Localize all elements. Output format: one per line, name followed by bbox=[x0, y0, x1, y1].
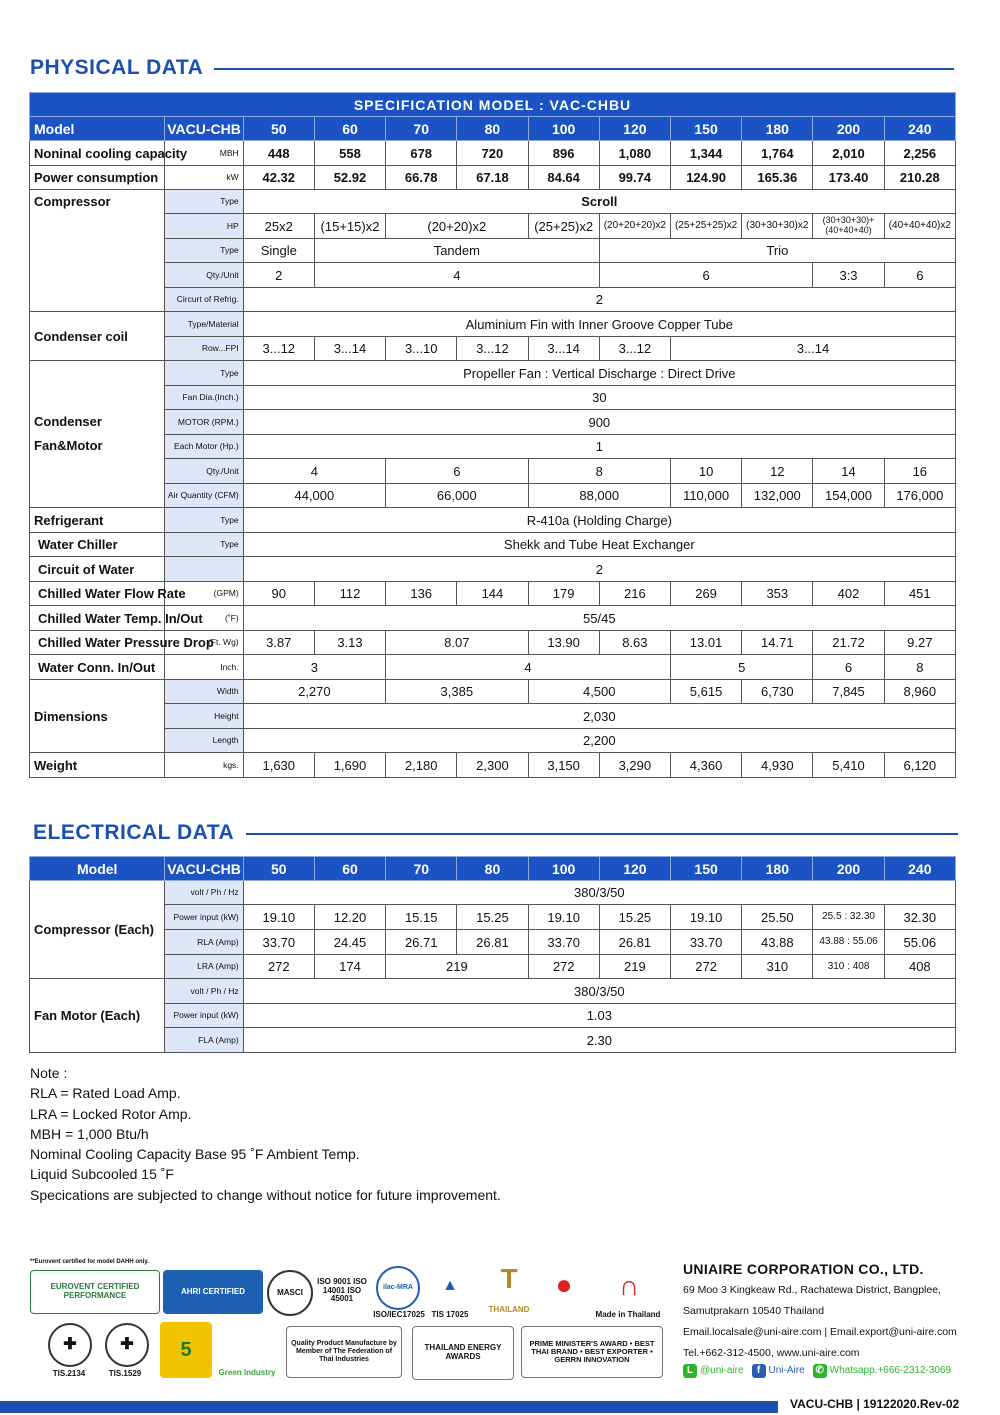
elec-rla-sub: RLA (Amp) bbox=[165, 930, 243, 955]
model-col: 80 bbox=[457, 857, 528, 881]
social-links bbox=[683, 1364, 951, 1378]
cell: 15.25 bbox=[457, 905, 528, 930]
pressure-drop-label: Chilled Water Pressure Drop bbox=[30, 631, 165, 655]
cell: 5,615 bbox=[670, 680, 741, 704]
fan-type-sub: Type bbox=[165, 361, 243, 386]
water-chiller-label: Water Chiller bbox=[30, 533, 165, 557]
cell: 448 bbox=[243, 141, 314, 166]
cell: 12.20 bbox=[314, 905, 385, 930]
cell: 52.92 bbox=[314, 166, 385, 190]
note-line: LRA = Locked Rotor Amp. bbox=[30, 1105, 192, 1122]
cell: 33.70 bbox=[671, 930, 742, 955]
cell: 2.30 bbox=[243, 1028, 955, 1053]
cell: 380/3/50 bbox=[243, 979, 955, 1004]
cell: (30+30+30)+(40+40+40) bbox=[813, 214, 884, 239]
made-in-thailand-caption: Made in Thailand bbox=[595, 1310, 661, 1319]
cell: 32.30 bbox=[884, 905, 955, 930]
cell: 272 bbox=[243, 955, 314, 979]
cell: 1 bbox=[243, 435, 955, 459]
cell: 3...12 bbox=[599, 337, 670, 361]
cell: 269 bbox=[670, 582, 741, 606]
cell: 5,410 bbox=[813, 753, 884, 778]
cell: (40+40+40)x2 bbox=[884, 214, 955, 239]
cell: 66.78 bbox=[386, 166, 457, 190]
cell: 55/45 bbox=[243, 606, 955, 631]
fan-motor-sub: MOTOR (RPM.) bbox=[165, 410, 243, 435]
cell: 2,300 bbox=[457, 753, 528, 778]
cell: 3.13 bbox=[314, 631, 385, 655]
condenser-coil-label: Condenser coil bbox=[30, 312, 165, 361]
cell: (15+15)x2 bbox=[314, 214, 385, 239]
cell: 25.50 bbox=[742, 905, 813, 930]
energy-label-5-logo: 5 bbox=[160, 1322, 212, 1378]
compressor-label: Compressor bbox=[30, 190, 165, 312]
cell: 124.90 bbox=[670, 166, 741, 190]
fti-quality-logo: Quality Product Manufacture by Member of The Federation of Thai Industries bbox=[286, 1326, 402, 1378]
circuit-water-sub bbox=[165, 557, 243, 582]
thailand-energy-awards-logo: THAILAND ENERGY AWARDS bbox=[412, 1326, 514, 1380]
model-header: Model bbox=[30, 117, 165, 141]
cell: 19.10 bbox=[243, 905, 314, 930]
note-line: RLA = Rated Load Amp. bbox=[30, 1085, 181, 1102]
model-header: Model bbox=[30, 857, 165, 881]
spec-model-banner: SPECIFICATION MODEL : VAC-CHBU bbox=[30, 93, 956, 117]
cell: 216 bbox=[599, 582, 670, 606]
cell: 6 bbox=[813, 655, 884, 680]
company-info bbox=[683, 1261, 957, 1364]
cell: 25.5 : 32.30 bbox=[813, 905, 884, 930]
cell: 16 bbox=[884, 459, 955, 484]
cell: 13.01 bbox=[670, 631, 741, 655]
electrical-title-rule bbox=[246, 833, 958, 835]
cell: 5 bbox=[670, 655, 812, 680]
cell: 165.36 bbox=[742, 166, 813, 190]
model-col: 70 bbox=[386, 857, 457, 881]
note-line: Nominal Cooling Capacity Base 95 ˚F Ambient Temp. bbox=[30, 1146, 360, 1163]
physical-spec-table bbox=[29, 92, 956, 778]
weight-label: Weight bbox=[30, 753, 165, 778]
cell: Tandem bbox=[314, 239, 599, 263]
cell: 1,344 bbox=[670, 141, 741, 166]
cell: 2,256 bbox=[884, 141, 955, 166]
cell: 179 bbox=[528, 582, 599, 606]
power-consumption-row bbox=[30, 166, 956, 190]
fan-fla-sub: FLA (Amp) bbox=[165, 1028, 243, 1053]
cell: 8.63 bbox=[599, 631, 670, 655]
power-label: Power consumption bbox=[30, 166, 165, 190]
series-header: VACU-CHB bbox=[165, 857, 243, 881]
cell: 15.25 bbox=[599, 905, 670, 930]
iso17025-caption: ISO/IEC17025 bbox=[373, 1310, 425, 1319]
cell: 144 bbox=[457, 582, 528, 606]
model-col: 60 bbox=[314, 857, 385, 881]
cell: 1,630 bbox=[243, 753, 314, 778]
cell: 3,385 bbox=[386, 680, 528, 704]
tis1529-caption: TIS.1529 bbox=[108, 1369, 142, 1378]
cell: 3...14 bbox=[670, 337, 955, 361]
cell: 3...12 bbox=[243, 337, 314, 361]
compressor-hp-sub: HP bbox=[165, 214, 243, 239]
tis17025-caption: TIS 17025 bbox=[431, 1310, 469, 1319]
cell: 900 bbox=[243, 410, 955, 435]
electrical-spec-table bbox=[29, 856, 956, 1053]
masci-logo: MASCI bbox=[267, 1270, 313, 1316]
cell: 310 bbox=[742, 955, 813, 979]
cell: 8.07 bbox=[386, 631, 528, 655]
cell: 1,764 bbox=[742, 141, 813, 166]
cell: 43.88 : 55.06 bbox=[813, 930, 884, 955]
width-sub: Width bbox=[165, 680, 243, 704]
cell: 3...14 bbox=[314, 337, 385, 361]
elec-vph-sub: volt / Ph / Hz bbox=[165, 881, 243, 905]
cell: 8,960 bbox=[884, 680, 955, 704]
compressor-type-value: Scroll bbox=[243, 190, 955, 214]
cell: 30 bbox=[243, 386, 955, 410]
thailand-trusted-logo: T bbox=[500, 1263, 518, 1294]
tis17025-logo: ▲ bbox=[442, 1277, 458, 1295]
fan-vph-sub: volt / Ph / Hz bbox=[165, 979, 243, 1004]
compressor-arr-sub: Type bbox=[165, 239, 243, 263]
model-col: 100 bbox=[528, 117, 599, 141]
cell: 66,000 bbox=[386, 484, 528, 508]
cell: 26.81 bbox=[457, 930, 528, 955]
physical-title-rule bbox=[214, 68, 954, 70]
facebook-icon: f bbox=[752, 1364, 766, 1378]
cell: 2,010 bbox=[813, 141, 884, 166]
cell: R-410a (Holding Charge) bbox=[243, 508, 955, 533]
cooling-unit: MBH bbox=[165, 141, 243, 166]
cell: 2,030 bbox=[243, 704, 955, 729]
company-address-2: Samutprakarn 10540 Thailand bbox=[683, 1305, 825, 1317]
refrigerant-sub: Type bbox=[165, 508, 243, 533]
cell: 1.03 bbox=[243, 1004, 955, 1028]
cell: 210.28 bbox=[884, 166, 955, 190]
made-in-thailand-logo: ∩ bbox=[618, 1269, 640, 1301]
cell: 6 bbox=[386, 459, 528, 484]
cell: 84.64 bbox=[528, 166, 599, 190]
tis2134-logo: ✚ bbox=[48, 1323, 92, 1367]
fan-dia-sub: Fan Dia.(Inch.) bbox=[165, 386, 243, 410]
cell: 43.88 bbox=[742, 930, 813, 955]
ilac-logo: ilac-MRA bbox=[376, 1266, 420, 1310]
model-col: 240 bbox=[884, 117, 955, 141]
cell: 67.18 bbox=[457, 166, 528, 190]
cell: 310 : 408 bbox=[813, 955, 884, 979]
cell: 176,000 bbox=[884, 484, 955, 508]
cell: 219 bbox=[599, 955, 670, 979]
model-col: 240 bbox=[884, 857, 955, 881]
cell: 88,000 bbox=[528, 484, 670, 508]
model-col: 100 bbox=[528, 857, 599, 881]
cell: 720 bbox=[457, 141, 528, 166]
power-unit: kW bbox=[165, 166, 243, 190]
cell: 272 bbox=[671, 955, 742, 979]
cell: 10 bbox=[670, 459, 741, 484]
note-line: Liquid Subcooled 15 ˚F bbox=[30, 1166, 174, 1183]
model-col: 70 bbox=[386, 117, 457, 141]
elec-pin-sub: Power input (kW) bbox=[165, 905, 243, 930]
model-col: 180 bbox=[742, 117, 813, 141]
cooling-capacity-row bbox=[30, 141, 956, 166]
model-col: 200 bbox=[813, 117, 884, 141]
document-reference: VACU-CHB | 19122020.Rev-02 bbox=[790, 1397, 960, 1411]
line-handle: @uni-aire bbox=[700, 1365, 744, 1376]
cell: 6,120 bbox=[884, 753, 955, 778]
cell: 42.32 bbox=[243, 166, 314, 190]
cell: 4 bbox=[243, 459, 385, 484]
cell: (25+25+25)x2 bbox=[670, 214, 741, 239]
coil-type-sub: Type/Material bbox=[165, 312, 243, 337]
cell: 2 bbox=[243, 557, 955, 582]
series-header: VACU-CHB bbox=[165, 117, 243, 141]
condenser-fan-label bbox=[30, 361, 165, 508]
height-sub: Height bbox=[165, 704, 243, 729]
cell: 272 bbox=[528, 955, 599, 979]
cell: Shekk and Tube Heat Exchanger bbox=[243, 533, 955, 557]
model-col: 50 bbox=[243, 117, 314, 141]
coil-row-sub: Row...FPI bbox=[165, 337, 243, 361]
note-line: Specications are subjected to change without notice for future improvement. bbox=[30, 1186, 501, 1203]
refrigerant-label: Refrigerant bbox=[30, 508, 165, 533]
flow-unit: (GPM) bbox=[165, 582, 243, 606]
model-col: 50 bbox=[243, 857, 314, 881]
tis1529-logo: ✚ bbox=[105, 1323, 149, 1367]
cell: 13.90 bbox=[528, 631, 599, 655]
cell: 380/3/50 bbox=[243, 881, 955, 905]
notes-block bbox=[30, 1063, 501, 1205]
iso-logo: ISO 9001 ISO 14001 ISO 45001 bbox=[317, 1276, 367, 1304]
cell: 8 bbox=[528, 459, 670, 484]
cell: 2 bbox=[243, 263, 314, 288]
elec-compressor-label: Compressor (Each) bbox=[30, 881, 165, 979]
cell: 678 bbox=[386, 141, 457, 166]
fan-each-sub: Each Motor (Hp.) bbox=[165, 435, 243, 459]
weight-unit: kgs. bbox=[165, 753, 243, 778]
cell: 3:3 bbox=[813, 263, 884, 288]
cell: 3.87 bbox=[243, 631, 314, 655]
cell: 4 bbox=[314, 263, 599, 288]
eurovent-note: **Eurovent certified for model DAHH only. bbox=[30, 1259, 149, 1265]
cell: 8 bbox=[884, 655, 955, 680]
eurovent-logo: EUROVENT CERTIFIED PERFORMANCE bbox=[30, 1270, 160, 1314]
whatsapp-number: Whatsapp.+666-2312-3069 bbox=[829, 1365, 952, 1376]
water-conn-unit: Inch. bbox=[165, 655, 243, 680]
flow-label: Chilled Water Flow Rate bbox=[30, 582, 165, 606]
tis2134-caption: TIS.2134 bbox=[52, 1369, 86, 1378]
cell: 25x2 bbox=[243, 214, 314, 239]
note-line: MBH = 1,000 Btu/h bbox=[30, 1125, 149, 1142]
temp-unit: (˚F) bbox=[165, 606, 243, 631]
cell: 14.71 bbox=[742, 631, 813, 655]
cell: 3...12 bbox=[457, 337, 528, 361]
elec-lra-sub: LRA (Amp) bbox=[165, 955, 243, 979]
cell: 9.27 bbox=[884, 631, 955, 655]
whatsapp-link[interactable] bbox=[813, 1364, 951, 1378]
company-tel[interactable]: Tel.+662-312-4500, www.uni-aire.com bbox=[683, 1347, 860, 1359]
cell: 7,845 bbox=[813, 680, 884, 704]
facebook-link[interactable] bbox=[752, 1364, 805, 1378]
physical-data-title: PHYSICAL DATA bbox=[30, 56, 204, 79]
condenser-fan-label-line2: Fan&Motor bbox=[34, 438, 103, 453]
model-col: 80 bbox=[457, 117, 528, 141]
cell: 19.10 bbox=[671, 905, 742, 930]
cell: 219 bbox=[386, 955, 528, 979]
cell: 4,500 bbox=[528, 680, 670, 704]
cell: 3...14 bbox=[528, 337, 599, 361]
cell: 896 bbox=[528, 141, 599, 166]
cell: 402 bbox=[813, 582, 884, 606]
cell: 3...10 bbox=[386, 337, 457, 361]
cell: (30+30+30)x2 bbox=[742, 214, 813, 239]
fan-air-sub: Air Quantity (CFM) bbox=[165, 484, 243, 508]
cell: 2,200 bbox=[243, 729, 955, 753]
cell: 4,360 bbox=[670, 753, 741, 778]
line-icon: L bbox=[683, 1364, 697, 1378]
cell: 4,930 bbox=[742, 753, 813, 778]
length-sub: Length bbox=[165, 729, 243, 753]
thailand-caption: THAILAND bbox=[488, 1305, 530, 1314]
cell: 1,080 bbox=[599, 141, 670, 166]
circuit-water-label: Circuit of Water bbox=[30, 557, 165, 582]
cell: 24.45 bbox=[314, 930, 385, 955]
temp-label: Chilled Water Temp. In/Out bbox=[30, 606, 165, 631]
cell: 12 bbox=[742, 459, 813, 484]
cell: 3,150 bbox=[528, 753, 599, 778]
cell: 112 bbox=[314, 582, 385, 606]
cell: 3,290 bbox=[599, 753, 670, 778]
bottom-accent-bar bbox=[0, 1401, 778, 1413]
model-col: 180 bbox=[742, 857, 813, 881]
electrical-data-title: ELECTRICAL DATA bbox=[33, 821, 235, 844]
cell: 44,000 bbox=[243, 484, 385, 508]
model-col: 200 bbox=[813, 857, 884, 881]
ahri-logo: AHRI CERTIFIED bbox=[163, 1270, 263, 1314]
cell: 4 bbox=[386, 655, 671, 680]
cell: 110,000 bbox=[670, 484, 741, 508]
company-address-1: 69 Moo 3 Kingkeaw Rd., Rachatewa District, Bangplee, bbox=[683, 1284, 941, 1296]
compressor-type-sub: Type bbox=[165, 190, 243, 214]
cell: 173.40 bbox=[813, 166, 884, 190]
cell: Trio bbox=[599, 239, 955, 263]
cell: 408 bbox=[884, 955, 955, 979]
cell: 136 bbox=[386, 582, 457, 606]
cell: 14 bbox=[813, 459, 884, 484]
cooling-label: Noninal cooling capacity bbox=[30, 141, 165, 166]
cell: Aluminium Fin with Inner Groove Copper Tube bbox=[243, 312, 955, 337]
cell: 6,730 bbox=[742, 680, 813, 704]
dimensions-label: Dimensions bbox=[30, 680, 165, 753]
cell: Single bbox=[243, 239, 314, 263]
facebook-handle: Uni-Aire bbox=[768, 1365, 805, 1376]
cell: 15.15 bbox=[386, 905, 457, 930]
whatsapp-icon: ✆ bbox=[813, 1364, 827, 1378]
note-line: Note : bbox=[30, 1065, 68, 1081]
model-col: 60 bbox=[314, 117, 385, 141]
cell: 99.74 bbox=[599, 166, 670, 190]
cell: 2 bbox=[243, 288, 955, 312]
fan-motor-label: Fan Motor (Each) bbox=[30, 979, 165, 1053]
cell: (25+25)x2 bbox=[528, 214, 599, 239]
line-link[interactable] bbox=[683, 1364, 744, 1378]
cell: (20+20)x2 bbox=[386, 214, 528, 239]
cell: 132,000 bbox=[742, 484, 813, 508]
cell: 90 bbox=[243, 582, 314, 606]
cell: 26.81 bbox=[599, 930, 670, 955]
cell: 2,270 bbox=[243, 680, 385, 704]
compressor-qty-sub: Qty./Unit bbox=[165, 263, 243, 288]
cell: 6 bbox=[599, 263, 813, 288]
cell: 33.70 bbox=[243, 930, 314, 955]
cell: 558 bbox=[314, 141, 385, 166]
condenser-fan-label-line1: Condenser bbox=[34, 414, 102, 429]
company-email[interactable]: Email.localsale@uni-aire.com | Email.export@uni-aire.com bbox=[683, 1326, 957, 1338]
cell: 55.06 bbox=[884, 930, 955, 955]
cell: (20+20+20)x2 bbox=[599, 214, 670, 239]
cell: 3 bbox=[243, 655, 385, 680]
cell: 2,180 bbox=[386, 753, 457, 778]
pressure-drop-unit: (Ft. Wg) bbox=[165, 631, 243, 655]
company-name: UNIAIRE CORPORATION CO., LTD. bbox=[683, 1261, 924, 1277]
cell: 26.71 bbox=[386, 930, 457, 955]
water-chiller-sub: Type bbox=[165, 533, 243, 557]
model-col: 120 bbox=[599, 857, 670, 881]
compressor-circuit-sub: Circurt of Refrig. bbox=[165, 288, 243, 312]
prime-minister-award-logo: PRIME MINISTER'S AWARD • BEST THAI BRAND • BEST EXPORTER • GERRN INNOVATION bbox=[521, 1326, 663, 1378]
cell: 6 bbox=[884, 263, 955, 288]
cell: 21.72 bbox=[813, 631, 884, 655]
thai-brand-logo: ● bbox=[555, 1268, 573, 1300]
model-col: 120 bbox=[599, 117, 670, 141]
cell: 451 bbox=[884, 582, 955, 606]
cell: 154,000 bbox=[813, 484, 884, 508]
cell: 1,690 bbox=[314, 753, 385, 778]
cell: Propeller Fan : Vertical Discharge : Direct Drive bbox=[243, 361, 955, 386]
water-conn-label: Water Conn. In/Out bbox=[30, 655, 165, 680]
cell: 353 bbox=[742, 582, 813, 606]
fan-pin-sub: Power input (kW) bbox=[165, 1004, 243, 1028]
model-col: 150 bbox=[671, 857, 742, 881]
cell: 174 bbox=[314, 955, 385, 979]
green-industry-logo: Green Industry bbox=[218, 1368, 276, 1378]
cell: 33.70 bbox=[528, 930, 599, 955]
cell: 19.10 bbox=[528, 905, 599, 930]
fan-qty-sub: Qty./Unit bbox=[165, 459, 243, 484]
model-col: 150 bbox=[670, 117, 741, 141]
